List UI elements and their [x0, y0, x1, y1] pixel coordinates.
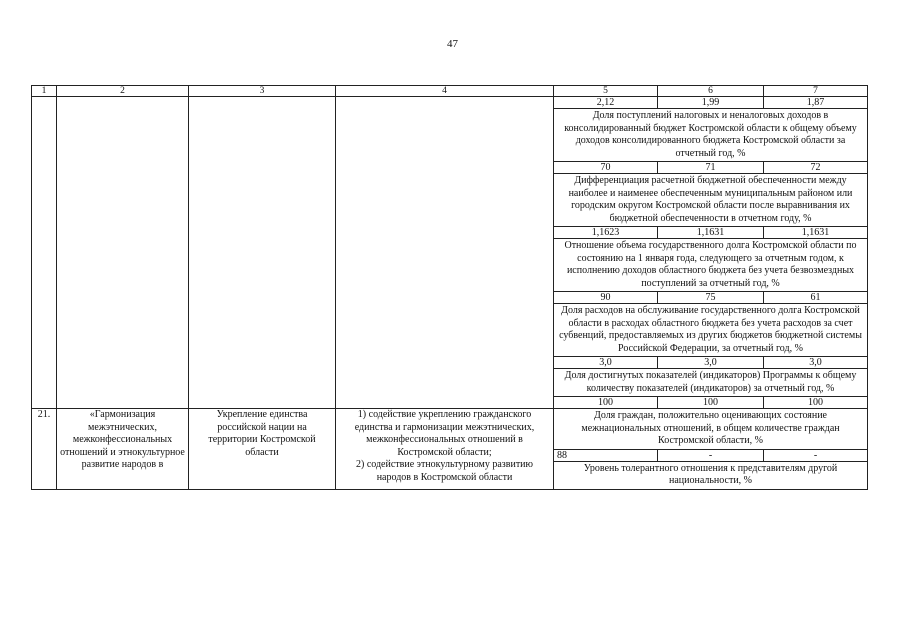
page-number: 47 [447, 38, 458, 50]
column-header: 2 [57, 86, 189, 97]
column-header: 4 [336, 86, 554, 97]
indicator-name [554, 109, 868, 162]
row-number-cell [32, 97, 57, 409]
program-21-row [32, 409, 868, 450]
value-cell: 88 [554, 449, 658, 461]
value-row [32, 97, 868, 109]
value-cell: 72 [764, 162, 868, 174]
column-header: 6 [658, 86, 764, 97]
value-cell: 1,87 [764, 97, 868, 109]
value-cell: - [764, 449, 868, 461]
value-cell: 1,1631 [658, 227, 764, 239]
value-cell: 3,0 [764, 357, 868, 369]
column-header: 5 [554, 86, 658, 97]
goal-cell: Укрепление единства российской нации на территории Костромской области [189, 409, 336, 490]
value-cell: 70 [554, 162, 658, 174]
value-cell: 3,0 [554, 357, 658, 369]
value-cell: 1,1631 [764, 227, 868, 239]
program-name-cell [57, 97, 189, 409]
goal-cell [189, 97, 336, 409]
value-cell: 1,1623 [554, 227, 658, 239]
value-cell: 75 [658, 292, 764, 304]
program-name-cell: «Гармонизация межэтнических, межконфессиональных отношений и этнокультурное развитие народов в [57, 409, 189, 490]
row-number-cell: 21. [32, 409, 57, 490]
value-cell: 100 [554, 397, 658, 409]
value-cell: - [658, 449, 764, 461]
tasks-cell [336, 97, 554, 409]
indicator-text: Доля поступлений налоговых и неналоговых доходов в консолидированный бюджет Костромской области к общему объему доходов консолидированного бюджета Костромской области за отчетный год, % [564, 110, 857, 159]
indicator-name [554, 174, 868, 227]
indicator-text: Отношение объема государственного долга Костромской области по состоянию на 1 января года, следующего за отчетным годом, к исполнению доходов областного бюджета без учета безвозмездных поступлений за отчетный год, % [564, 240, 857, 289]
task-item: 1) содействие укреплению гражданского единства и гармонизации межэтнических, межконфессиональных отношений в Костромской области; [354, 409, 535, 458]
value-cell: 71 [658, 162, 764, 174]
column-header: 1 [32, 86, 57, 97]
indicator-name [554, 304, 868, 357]
value-cell: 100 [658, 397, 764, 409]
value-cell: 100 [764, 397, 868, 409]
indicator-text: Доля расходов на обслуживание государственного долга Костромской области в расходах областного бюджета без учета расходов за счет субвенций, предоставляемых из других бюджетов бюджетной системы Российской Федерации, за отчетный год, % [559, 305, 862, 354]
tasks-cell [336, 409, 554, 490]
indicator-name [554, 461, 868, 489]
column-header: 3 [189, 86, 336, 97]
indicator-text: Уровень толерантного отношения к представителям другой национальности, % [583, 462, 838, 486]
value-cell: 2,12 [554, 97, 658, 109]
indicator-text: Доля граждан, положительно оценивающих состояние межнациональных отношений, в общем количестве граждан Костромской области, % [581, 410, 840, 446]
indicator-name [554, 239, 868, 292]
value-cell: 90 [554, 292, 658, 304]
value-cell: 3,0 [658, 357, 764, 369]
indicator-name [554, 409, 868, 450]
value-cell: 1,99 [658, 97, 764, 109]
column-number-row [32, 86, 868, 97]
column-header: 7 [764, 86, 868, 97]
indicator-text: Доля достигнутых показателей (индикаторов) Программы к общему количеству показателей (индикаторов) за отчетный год, % [564, 370, 857, 394]
task-item: 2) содействие этнокультурному развитию народов в Костромской области [355, 459, 534, 483]
indicator-name [554, 369, 868, 397]
indicators-table [31, 85, 868, 490]
indicator-text: Дифференциация расчетной бюджетной обеспеченности между наиболее и наименее обеспеченным муниципальным районом или городским округом Костромской области после выравнивания их бюджетной обеспеченности в отчетном году, % [568, 175, 853, 224]
value-cell: 61 [764, 292, 868, 304]
